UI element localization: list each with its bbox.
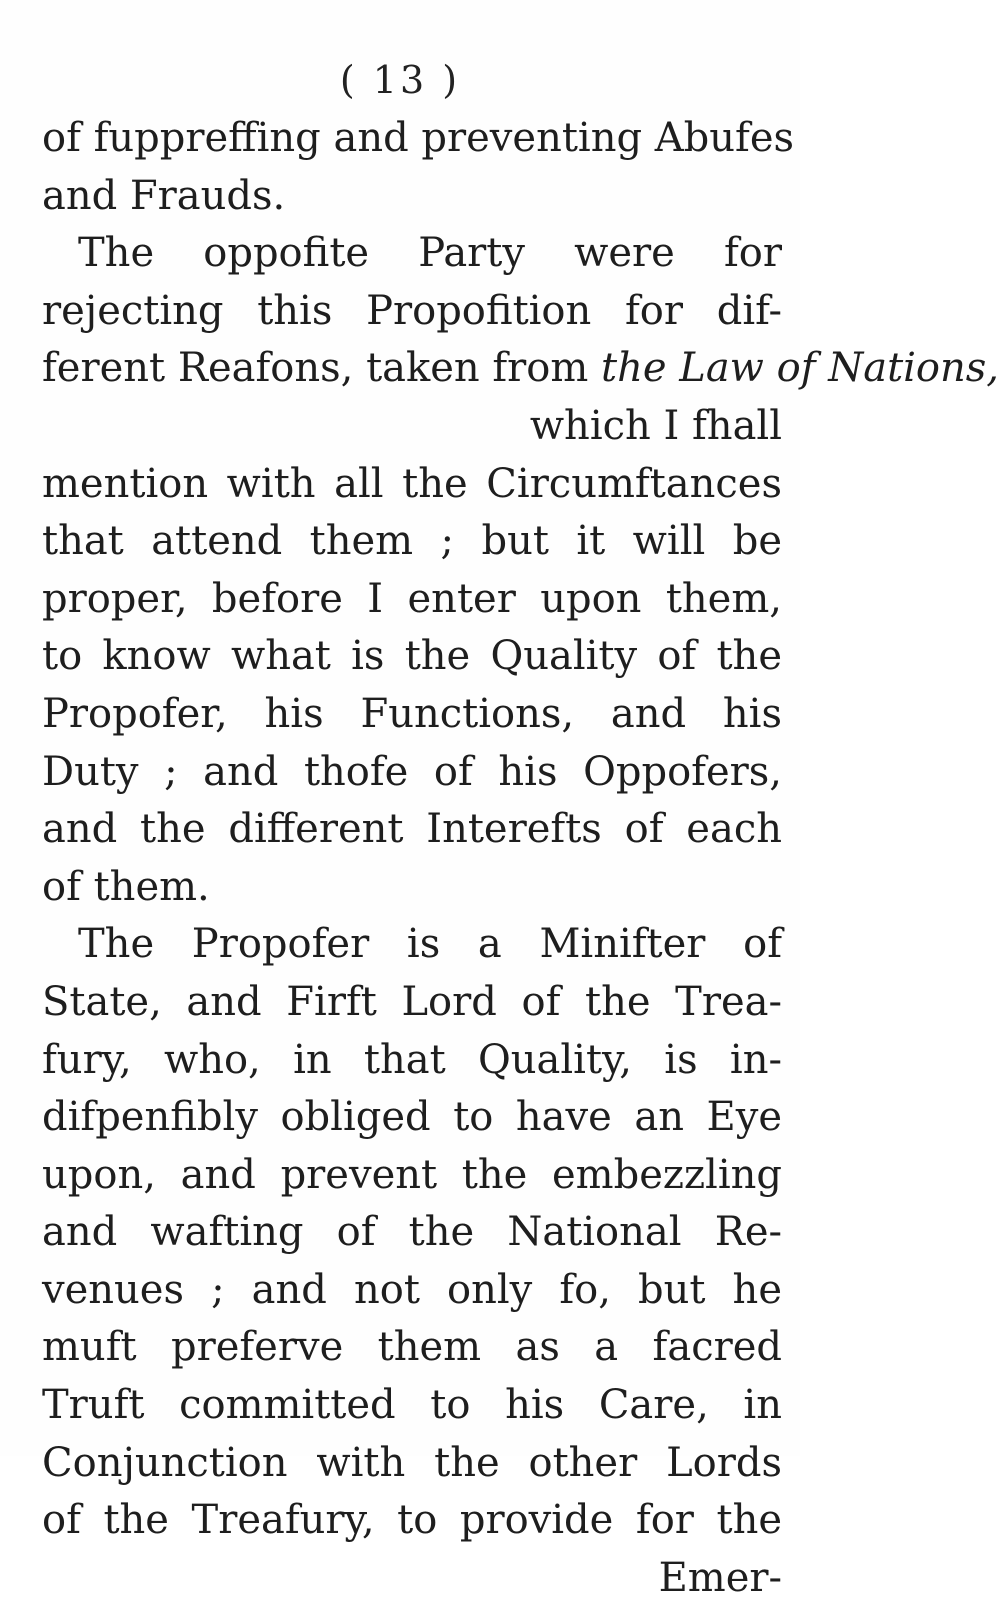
text-line: The oppofite Party were for xyxy=(78,230,782,277)
text-line: Duty ; and thofe of his Oppofers, xyxy=(42,748,782,795)
text-line: which I fhall xyxy=(529,402,782,449)
text-line: that attend them ; but it will be xyxy=(42,518,782,565)
text-line: and wafting of the National Re- xyxy=(42,1209,782,1256)
text-line: rejecting this Propofition for dif- xyxy=(42,287,782,334)
text-line xyxy=(42,340,999,398)
italic-phrase: the Law of Nations, xyxy=(601,345,999,392)
text-line: The Propofer is a Minifter of xyxy=(78,921,782,968)
text-line: State, and Firft Lord of the Trea- xyxy=(42,978,782,1025)
text-segment: ferent Reafons, taken from xyxy=(42,345,589,392)
text-line: Conjunction with the other Lords xyxy=(42,1439,782,1486)
text-line: and the different Interefts of each xyxy=(42,806,782,853)
page-number: ( 13 ) xyxy=(339,58,461,102)
text-line: to know what is the Quality of the xyxy=(42,633,782,680)
text-line: difpenfibly obliged to have an Eye xyxy=(42,1094,782,1141)
text-line: mention with all the Circumftances xyxy=(42,460,782,507)
catchword: Emer- xyxy=(658,1554,782,1601)
text-line: venues ; and not only fo, but he xyxy=(42,1266,782,1313)
text-line: of the Treafury, to provide for the xyxy=(42,1497,782,1544)
text-line: Propofer, his Functions, and his xyxy=(42,690,782,737)
text-line: and Frauds. xyxy=(42,172,286,219)
text-line: muft preferve them as a facred xyxy=(42,1324,782,1371)
text-line: of them. xyxy=(42,863,210,910)
text-line: upon, and prevent the embezzling xyxy=(42,1151,782,1198)
text-line: Truft committed to his Care, in xyxy=(42,1382,782,1429)
text-line: fury, who, in that Quality, is in- xyxy=(42,1036,782,1083)
body-text xyxy=(42,110,999,1607)
text-line: of fuppreffing and preventing Abufes xyxy=(42,115,795,161)
text-line: proper, before I enter upon them, xyxy=(42,575,782,622)
